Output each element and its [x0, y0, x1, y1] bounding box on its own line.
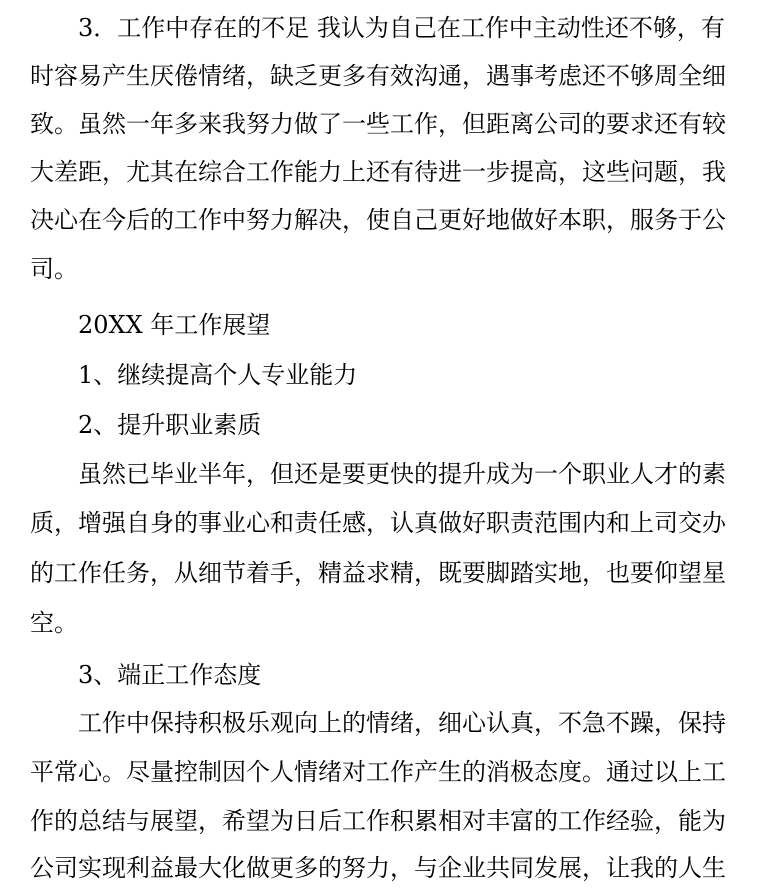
paragraph-line: 的工作任务，从细节着手，精益求精，既要脚踏实地，也要仰望星	[30, 559, 726, 587]
paragraph-line: 决心在今后的工作中努力解决，使自己更好地做好本职，服务于公	[30, 206, 726, 234]
paragraph-line: 质，增强自身的事业心和责任感，认真做好职责范围内和上司交办	[30, 509, 726, 537]
paragraph-line: 虽然已毕业半年，但还是要更快的提升成为一个职业人才的素	[78, 460, 726, 488]
section-heading: 20XX 年工作展望	[78, 311, 271, 339]
paragraph-line: 司。	[30, 255, 78, 283]
paragraph-line: 时容易产生厌倦情绪，缺乏更多有效沟通，遇事考虑还不够周全细	[30, 62, 726, 90]
paragraph-line: 大差距，尤其在综合工作能力上还有待进一步提高，这些问题，我	[30, 158, 726, 186]
paragraph-line: 3．工作中存在的不足 我认为自己在工作中主动性还不够，有	[78, 14, 725, 42]
paragraph-line: 平常心。尽量控制因个人情绪对工作产生的消极态度。通过以上工	[30, 758, 726, 786]
list-item-heading: 2、提升职业素质	[78, 411, 262, 439]
list-item-heading: 1、继续提高个人专业能力	[78, 361, 358, 389]
list-item-heading: 3、端正工作态度	[78, 661, 262, 689]
paragraph-line-partial: 公司实现利益最大化做更多的努力，与企业共同发展，让我的人生	[30, 854, 726, 882]
paragraph-line: 致。虽然一年多来我努力做了一些工作，但距离公司的要求还有较	[30, 110, 726, 138]
paragraph-line: 工作中保持积极乐观向上的情绪，细心认真，不急不躁，保持	[78, 709, 726, 737]
paragraph-line: 作的总结与展望，希望为日后工作积累相对丰富的工作经验，能为	[30, 807, 726, 835]
paragraph-line: 空。	[30, 609, 78, 637]
